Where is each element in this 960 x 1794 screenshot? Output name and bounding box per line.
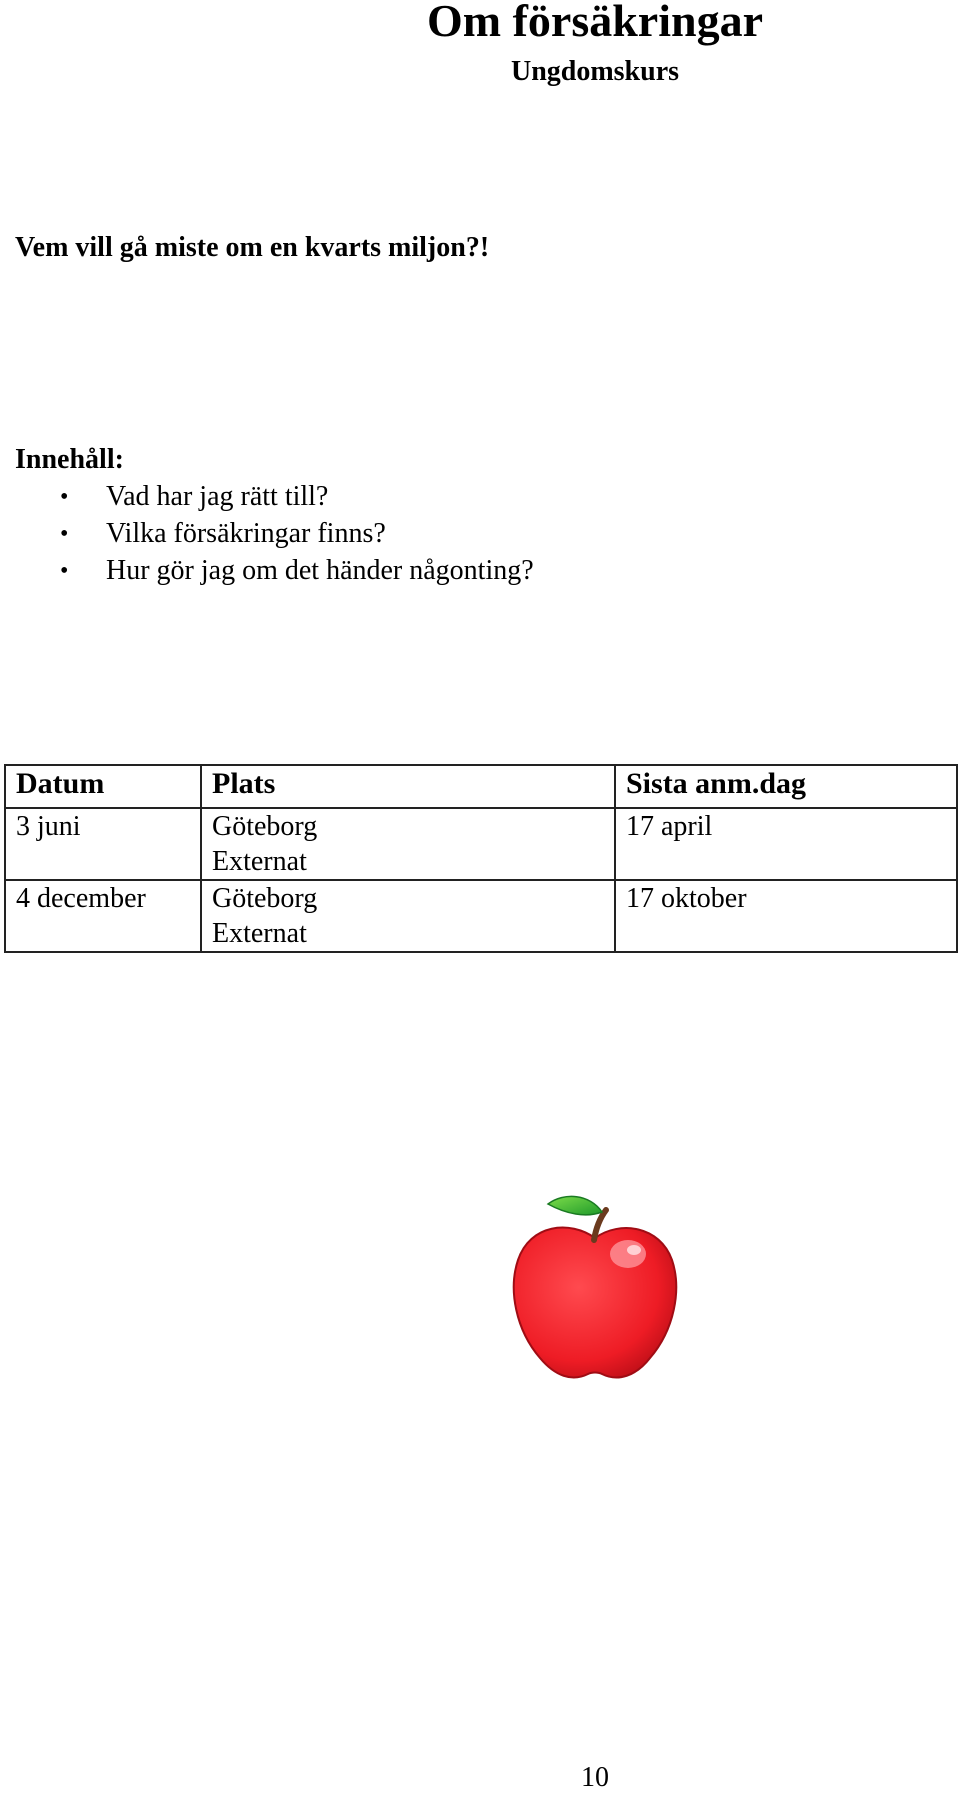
place-city: Göteborg bbox=[212, 883, 318, 914]
cell-place bbox=[201, 880, 615, 952]
apple-leaf bbox=[548, 1196, 602, 1214]
bullet-icon: • bbox=[60, 558, 69, 584]
cell-place bbox=[201, 808, 615, 880]
page-number: 10 bbox=[581, 1762, 609, 1793]
place-mode: Externat bbox=[212, 846, 307, 877]
page-title: Om försäkringar bbox=[426, 0, 763, 46]
table-header-row bbox=[5, 765, 957, 808]
column-header-place: Plats bbox=[201, 765, 615, 808]
list-item-text: Vilka försäkringar finns? bbox=[106, 518, 386, 549]
place-city: Göteborg bbox=[212, 811, 318, 842]
cell-deadline: 17 oktober bbox=[615, 880, 957, 952]
bullet-icon: • bbox=[60, 484, 69, 510]
cell-date: 4 december bbox=[5, 880, 201, 952]
place-mode: Externat bbox=[212, 918, 307, 949]
tagline: Vem vill gå miste om en kvarts miljon?! bbox=[15, 232, 490, 263]
apple-body bbox=[514, 1228, 676, 1378]
list-item-text: Vad har jag rätt till? bbox=[106, 481, 329, 512]
apple-highlight bbox=[610, 1240, 646, 1268]
table-row bbox=[5, 880, 957, 952]
bullet-icon: • bbox=[60, 521, 69, 547]
cell-date: 3 juni bbox=[5, 808, 201, 880]
contents-heading: Innehåll: bbox=[15, 444, 124, 475]
schedule-table bbox=[4, 764, 958, 953]
table-row bbox=[5, 808, 957, 880]
list-item-text: Hur gör jag om det händer någonting? bbox=[106, 555, 534, 586]
apple-icon bbox=[510, 1190, 680, 1385]
column-header-date: Datum bbox=[5, 765, 201, 808]
page-subtitle: Ungdomskurs bbox=[510, 56, 680, 87]
cell-deadline: 17 april bbox=[615, 808, 957, 880]
column-header-deadline: Sista anm.dag bbox=[615, 765, 957, 808]
